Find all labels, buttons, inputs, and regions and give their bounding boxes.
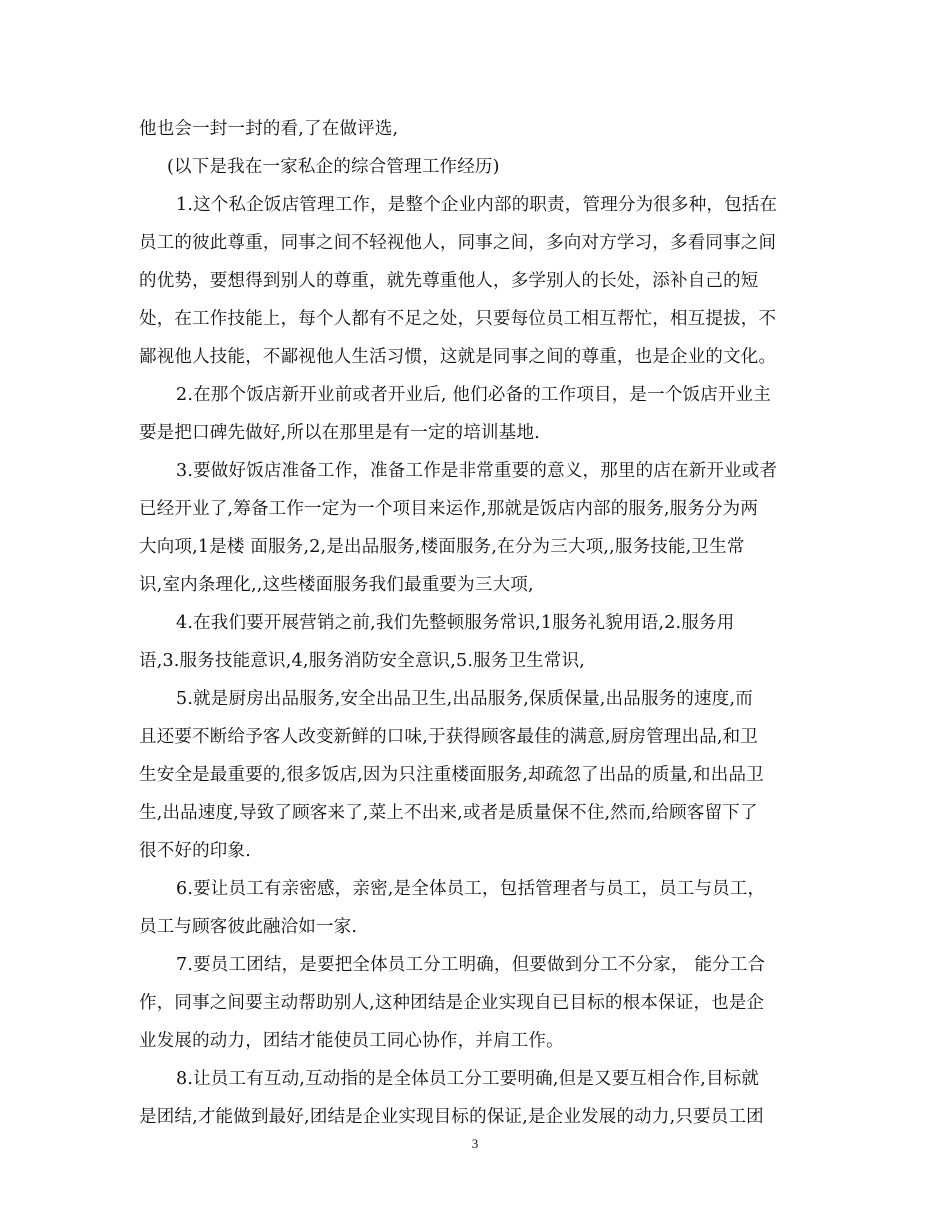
text-line: 已经开业了,筹备工作一定为一个项目来运作,那就是饭店内部的服务,服务分为两 (139, 499, 759, 519)
text-line: 语,3.服务技能意识,4,服务消防安全意识,5.服务卫生常识, (139, 651, 586, 671)
text-line: 处，在工作技能上，每个人都有不足之处，只要每位员工相互帮忙，相互提拔，不 (139, 309, 777, 329)
text-line: 鄙视他人技能，不鄙视他人生活习惯，这就是同事之间的尊重，也是企业的文化。 (139, 347, 777, 367)
page-number: 3 (471, 1136, 479, 1151)
text-line: 员工的彼此尊重，同事之间不轻视他人，同事之间，多向对方学习，多看同事之间 (139, 233, 777, 253)
text-line: 生安全是最重要的,很多饭店,因为只注重楼面服务,却疏忽了出品的质量,和出品卫 (139, 765, 764, 785)
text-line: 业发展的动力，团结才能使员工同心协作，并肩工作。 (139, 1031, 564, 1051)
text-line: 8.让员工有互动,互动指的是全体员工分工要明确,但是又要互相合作,目标就 (176, 1069, 760, 1089)
text-line: 员工与顾客彼此融洽如一家. (139, 917, 358, 937)
text-line: 7.要员工团结，是要把全体员工分工明确，但要做到分工不分家， 能分工合 (176, 955, 766, 975)
text-line: 很不好的印象. (139, 841, 251, 861)
text-line: 识,室内条理化,,这些楼面服务我们最重要为三大项, (139, 575, 534, 595)
text-line: 2.在那个饭店新开业前或者开业后, 他们必备的工作项目，是一个饭店开业主 (176, 385, 772, 405)
text-line: 生,出品速度,导致了顾客来了,菜上不出来,或者是质量保不住,然而,给顾客留下了 (139, 803, 758, 823)
text-line: 要是把口碑先做好,所以在那里是有一定的培训基地. (139, 423, 540, 443)
text-line: 5.就是厨房出品服务,安全出品卫生,出品服务,保质保量,出品服务的速度,而 (176, 689, 753, 709)
text-line: 3.要做好饭店准备工作，准备工作是非常重要的意义，那里的店在新开业或者 (176, 461, 778, 481)
text-line: 6.要让员工有亲密感，亲密,是全体员工，包括管理者与员工，员工与员工， (176, 879, 766, 899)
text-line: 且还要不断给予客人改变新鲜的口味,于获得顾客最佳的满意,厨房管理出品,和卫 (139, 727, 759, 747)
text-line: 是团结,才能做到最好,团结是企业实现目标的保证,是企业发展的动力,只要员工团 (139, 1107, 764, 1127)
text-line: 他也会一封一封的看,了在做评选, (139, 119, 399, 139)
text-line: (以下是我在一家私企的综合管理工作经历) (167, 157, 500, 177)
text-line: 4.在我们要开展营销之前,我们先整顿服务常识,1服务礼貌用语,2.服务用 (176, 613, 735, 633)
text-line: 大向项,1是楼 面服务,2,是出品服务,楼面服务,在分为三大项,,服务技能,卫生常 (139, 537, 745, 557)
text-line: 的优势，要想得到别人的尊重，就先尊重他人，多学别人的长处，添补自己的短 (139, 271, 759, 291)
text-line: 作，同事之间要主动帮助别人,这种团结是企业实现自已目标的根本保证，也是企 (139, 993, 765, 1013)
text-line: 1.这个私企饭店管理工作，是整个企业内部的职责，管理分为很多种，包括在 (176, 195, 778, 215)
